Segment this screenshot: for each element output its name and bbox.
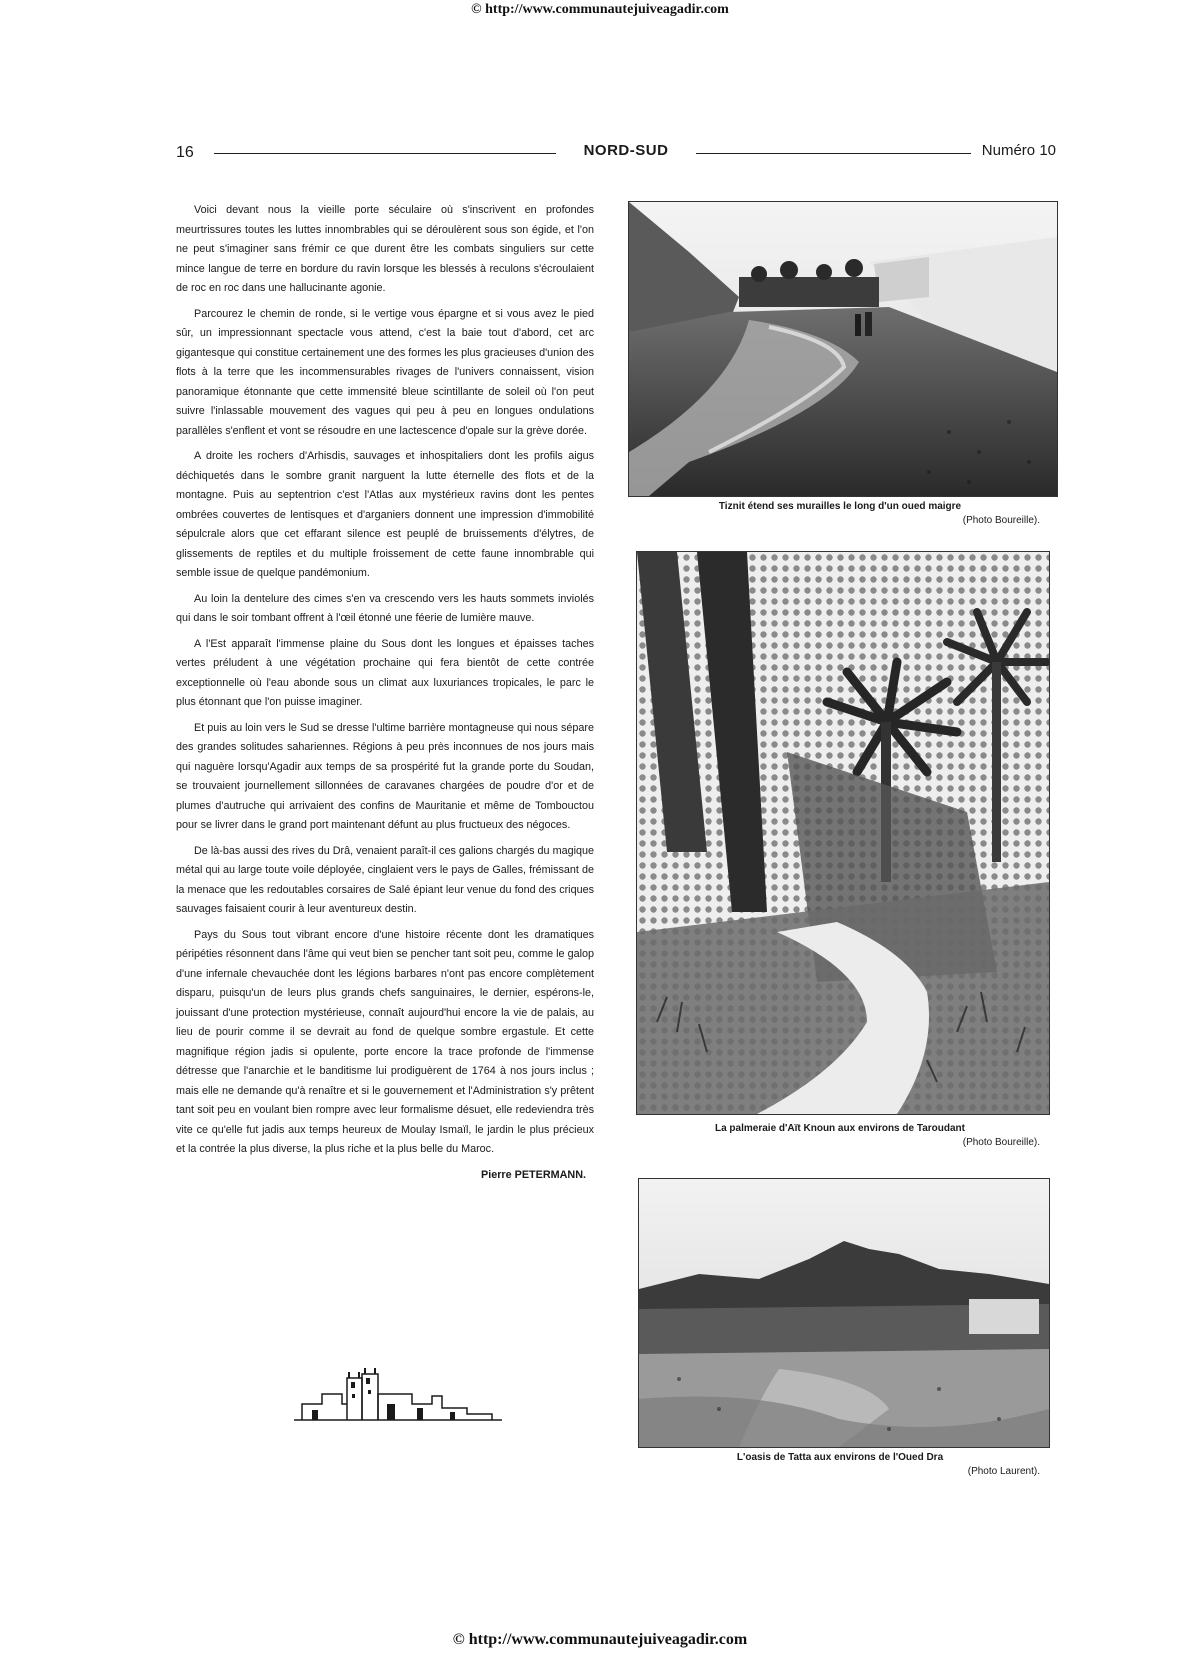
photo-tiznit-image xyxy=(629,202,1057,496)
kasbah-illustration xyxy=(292,1364,504,1428)
photo-tiznit xyxy=(628,201,1058,497)
issue-number: Numéro 10 xyxy=(981,142,1056,159)
kasbah-vignette xyxy=(292,1364,504,1428)
article-paragraph: De là-bas aussi des rives du Drâ, venaient paraît-il ces galions chargés du magique métal qui au large toute voile déployée, cinglaient vers le pays de Galles, frémissant de la menace que les redoutables corsaires de Salé épiant leur venue du fond des criques sauvages faisaient courir à leur aventureux destin. xyxy=(176,844,594,915)
photo-palmeraie-image xyxy=(637,552,1049,1114)
article-paragraph: Pays du Sous tout vibrant encore d'une histoire récente dont les dramatiques péripéties résonnent dans l'âme qui veut bien se pencher tant soit peu, comme le galop d'une infernale chevauchée dont les légions barbares n'ont pas encore complètement disparu, puisqu'un de leurs plus grands chefs sanguinaires, le dernier, espérons-le, jouissant d'une protection mystérieuse, connaît aujourd'hui encore la vie de palais, au lieu de pourir comme il se devrait au fond de quelque sombre ergastule. Et cette magnifique région jadis si opulente, porte encore la trace profonde de l'immense détresse que l'anarchie et le banditisme lui prodiguèrent de 1764 à nos jours inclus ; mais elle ne demande qu'à renaître et si le gouvernement et l'Administration s'y prêtent tant soit peu en voulant bien rompre avec leur formalisme désuet, elle redeviendra très vite ce qu'elle fut jadis aux temps heureux de Moulay Ismaïl, le jardin le plus précieux et la contrée la plus diverse, la plus riche et la plus belle du Maroc. xyxy=(176,928,594,1155)
photo-tatta-caption xyxy=(640,1451,1040,1479)
article-paragraph: A droite les rochers d'Arhisdis, sauvages et inhospitaliers dont les profils aigus déchiquetés dans le sombre granit narguent la lutte éternelle des flots et de la montagne. Puis au septentrion c'est l'Atlas aux mystérieux ravins dont les pentes ombrées couvertes de lentisques et d'arganiers donnent une impression d'immobilité sépulcrale alors que cet effarant silence est peuplé de bruissements d'élytres, de glissements de reptiles et du multiple froissement de cette faune innombrable qui semble issue de quelque pandémonium. xyxy=(176,450,594,579)
caption-text: Tiznit étend ses murailles le long d'un oued maigre xyxy=(718,501,962,512)
caption-credit: (Photo Boureille). xyxy=(962,515,1040,526)
article-paragraph: A l'Est apparaît l'immense plaine du Sous dont les longues et épaisses taches vertes préludent à une végétation prochaine qui fera bientôt de cette contrée exceptionnelle où l'eau abonde sous un climat aux luxuriances tropicales, le parc le plus étonnant que l'on puisse imaginer. xyxy=(176,637,594,708)
article-paragraph: Au loin la dentelure des cimes s'en va crescendo vers les hauts sommets inviolés qui dans le soir tombant offrent à l'œil étonné une féerie de lumière mauve. xyxy=(176,592,594,624)
photo-tatta-image xyxy=(639,1179,1049,1447)
publication-title: NORD-SUD xyxy=(583,142,669,159)
article-paragraph: Parcourez le chemin de ronde, si le vertige vous épargne et si vous avez le pied sûr, un impressionnant spectacle vous attend, c'est la baie tout d'abord, cet arc gigantesque qui constitue certainement une des formes les plus gracieuses d'union des flots à la terre que les incommensurables rivages de l'univers connaissent, vision panoramique étonnante que cette immensité bleue scintillante de soleil où l'on peut suivre l'inlassable mouvement des vagues qui peu à peu en longues ondulations parallèles s'enflent et vont se résoudre en une lactescence d'opale sur la grève dorée. xyxy=(176,307,594,437)
header-rule-right xyxy=(696,153,971,154)
photo-tiznit-caption xyxy=(640,500,1040,528)
caption-text: L'oasis de Tatta aux environs de l'Oued Dra xyxy=(736,1452,944,1463)
photo-palmeraie-caption xyxy=(640,1122,1040,1150)
photo-palmeraie xyxy=(636,551,1050,1115)
page-number: 16 xyxy=(176,144,194,161)
caption-credit: (Photo Boureille). xyxy=(962,1137,1040,1148)
article-paragraph: Et puis au loin vers le Sud se dresse l'ultime barrière montagneuse qui nous sépare des grandes solitudes sahariennes. Régions à peu près inconnues de nos jours mais qui naguère lorsqu'Agadir aux temps de sa prospérité fut la grande porte du Soudan, se trouvaient journellement sillonnées de caravanes chargées de poudre d'or et de plumes d'autruche qui arrivaient des confins de Mauritanie et même de Tombouctou pour se livrer dans le grand port maintenant défunt au plus fructueux des négoces. xyxy=(176,721,594,831)
watermark-top: © http://www.communautejuiveagadir.com xyxy=(471,2,729,17)
author-signature: Pierre PETERMANN. xyxy=(481,1168,586,1181)
watermark-bottom: © http://www.communautejuiveagadir.com xyxy=(452,1631,748,1648)
photo-tatta xyxy=(638,1178,1050,1448)
caption-text: La palmeraie d'Aït Knoun aux environs de Taroudant xyxy=(714,1123,965,1134)
article-paragraph: Voici devant nous la vieille porte séculaire où s'inscrivent en profondes meurtrissures toutes les luttes innombrables qui se déroulèrent sous son égide, et l'on ne peut s'imaginer sans frémir ce que durent être les combats singuliers sur cette mince langue de terre en bordure du ravin lorsque les blessés à reculons s'écroulaient de roc en roc dans une hallucinante agonie. xyxy=(176,204,594,294)
article-body xyxy=(176,201,594,1185)
header-rule-left xyxy=(214,153,556,154)
caption-credit: (Photo Laurent). xyxy=(967,1466,1040,1477)
page-header xyxy=(176,140,1056,164)
